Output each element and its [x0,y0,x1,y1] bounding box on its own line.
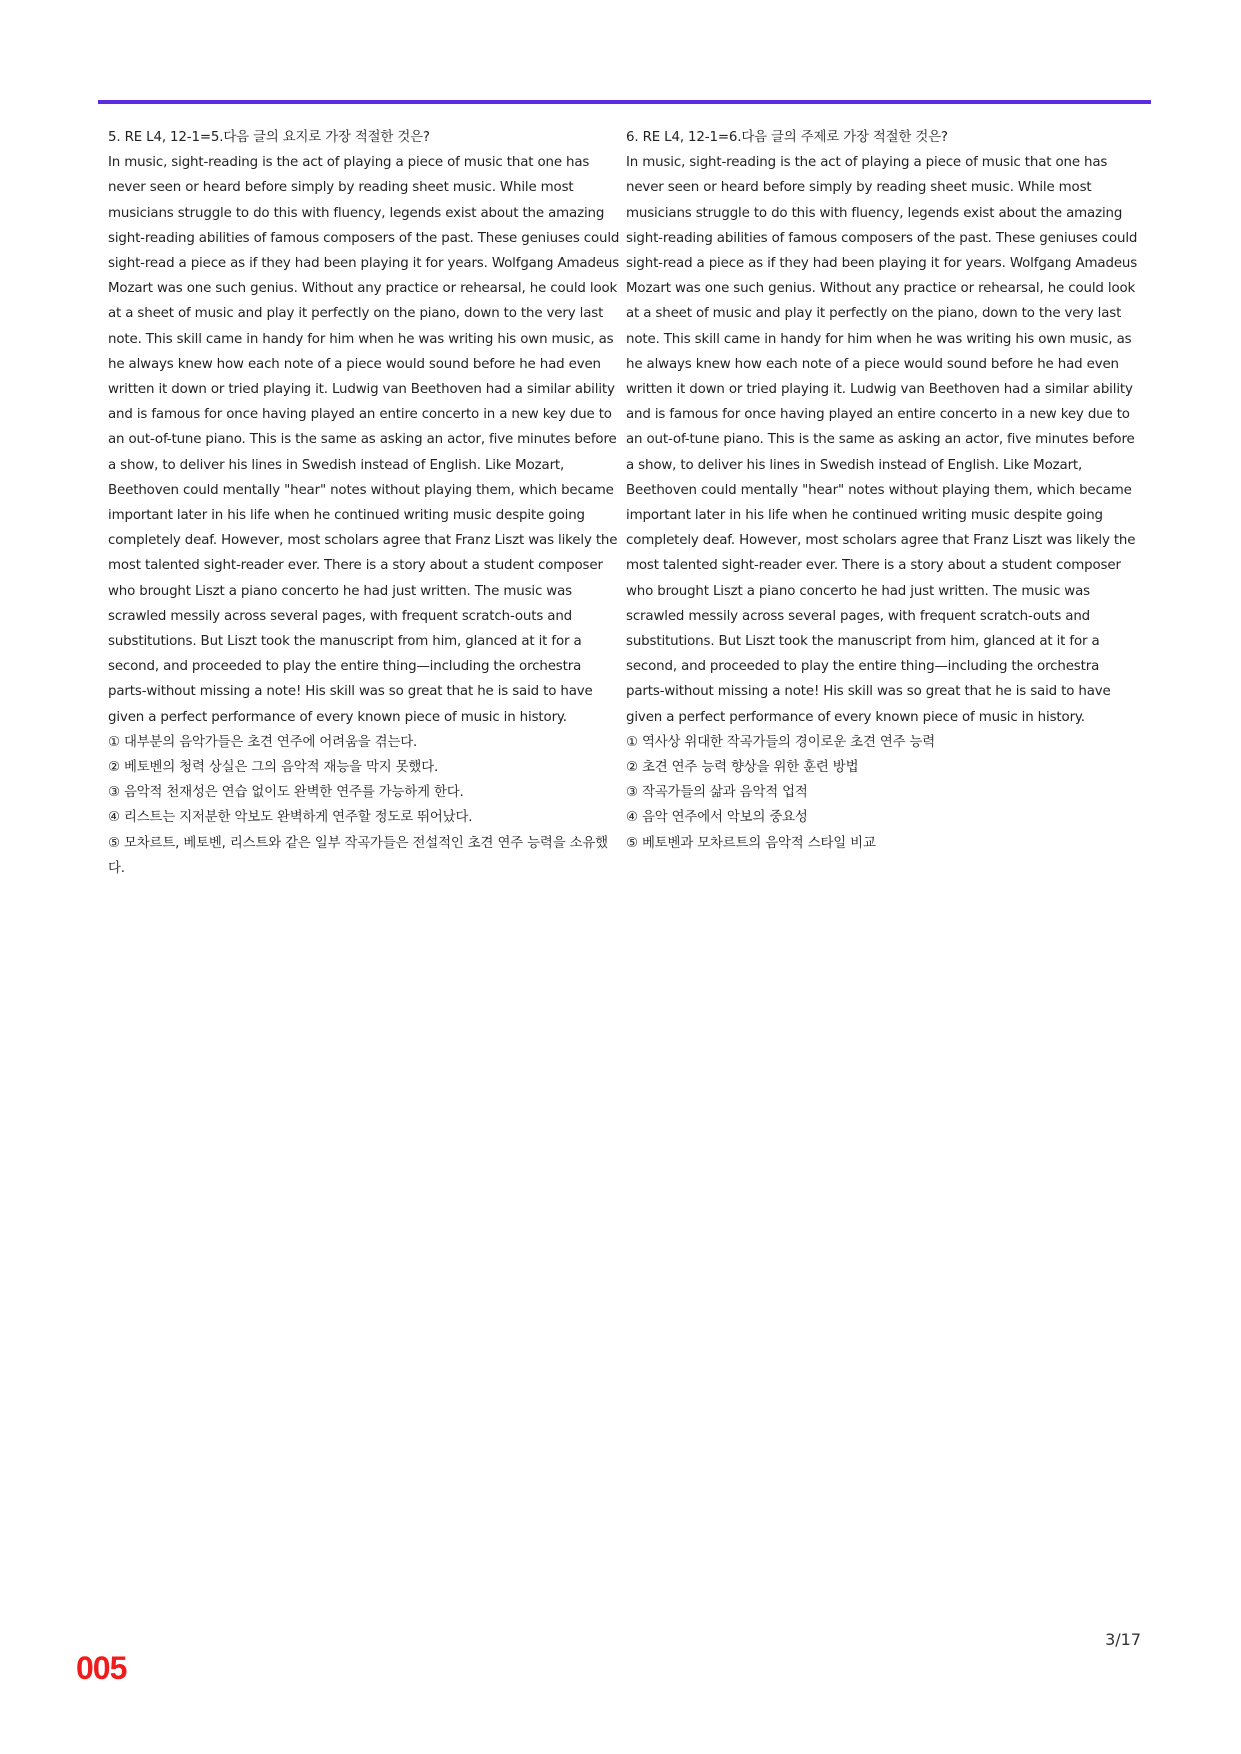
page-number: 3/17 [1105,1630,1141,1649]
question-5 [108,125,623,881]
question-5-options [108,730,623,881]
question-6-option-5[interactable]: ⑤ 베토벤과 모차르트의 음악적 스타일 비교 [626,835,876,851]
question-5-header: 5. RE L4, 12-1=5.다음 글의 요지로 가장 적절한 것은? [108,130,430,145]
question-5-option-2[interactable]: ② 베토벤의 청력 상실은 그의 음악적 재능을 막지 못했다. [108,760,439,776]
question-5-passage: In music, sight-reading is the act of playing a piece of music that one has never seen or heard before simply by reading sheet music. While most musicians struggle to do this with fluency, legends exist about the amazing sight-reading abilities of famous composers of the past. These geniuses could sight-read a piece as if they had been playing it for years. Wolfgang Amadeus Mozart was one such genius. Without any practice or rehearsal, he could look at a sheet of music and play it perfectly on the piano, down to the very last note. This skill came in handy for him when he was writing his own music, as he always knew how each note of a piece would sound before he had even written it down or tried playing it. Ludwig van Beethoven had a similar ability and is famous for once having played an entire concerto in a new key due to an out-of-tune piano. This is the same as asking an actor, five minutes before a show, to deliver his lines in Swedish instead of English. Like Mozart, Beethoven could mentally "hear" notes without playing them, which became important later in his life when he continued writing music despite going completely deaf. However, most scholars agree that Franz Liszt was likely the most talented sight-reader ever. There is a story about a student composer who brought Liszt a piano concerto he had just written. The music was scrawled messily across several pages, with frequent scratch-outs and substitutions. But Liszt took the manuscript from him, glanced at it for a second, and proceeded to play the entire thing—including the orchestra parts-without missing a note! His skill was so great that he is said to have given a perfect performance of every known piece of music in history. [108,155,620,725]
question-5-option-3[interactable]: ③ 음악적 천재성은 연습 없이도 완벽한 연주를 가능하게 한다. [108,785,464,801]
question-5-option-4[interactable]: ④ 리스트는 지저분한 악보도 완벽하게 연주할 정도로 뛰어났다. [108,810,473,826]
question-6-option-2[interactable]: ② 초견 연주 능력 향상을 위한 훈련 방법 [626,760,859,776]
question-6-header: 6. RE L4, 12-1=6.다음 글의 주제로 가장 적절한 것은? [626,130,948,145]
question-6-option-4[interactable]: ④ 음악 연주에서 악보의 중요성 [626,810,808,826]
top-rule [98,100,1151,104]
question-6-option-1[interactable]: ① 역사상 위대한 작곡가들의 경이로운 초견 연주 능력 [626,734,936,750]
question-5-option-5[interactable]: ⑤ 모차르트, 베토벤, 리스트와 같은 일부 작곡가들은 전설적인 초견 연주 능력을 소유했다. [108,835,608,876]
question-5-option-1[interactable]: ① 대부분의 음악가들은 초견 연주에 어려움을 겪는다. [108,734,418,750]
page-code: 005 [76,1650,127,1686]
question-6-option-3[interactable]: ③ 작곡가들의 삶과 음악적 업적 [626,785,808,801]
question-6 [626,125,1141,856]
question-6-passage: In music, sight-reading is the act of playing a piece of music that one has never seen or heard before simply by reading sheet music. While most musicians struggle to do this with fluency, legends exist about the amazing sight-reading abilities of famous composers of the past. These geniuses could sight-read a piece as if they had been playing it for years. Wolfgang Amadeus Mozart was one such genius. Without any practice or rehearsal, he could look at a sheet of music and play it perfectly on the piano, down to the very last note. This skill came in handy for him when he was writing his own music, as he always knew how each note of a piece would sound before he had even written it down or tried playing it. Ludwig van Beethoven had a similar ability and is famous for once having played an entire concerto in a new key due to an out-of-tune piano. This is the same as asking an actor, five minutes before a show, to deliver his lines in Swedish instead of English. Like Mozart, Beethoven could mentally "hear" notes without playing them, which became important later in his life when he continued writing music despite going completely deaf. However, most scholars agree that Franz Liszt was likely the most talented sight-reader ever. There is a story about a student composer who brought Liszt a piano concerto he had just written. The music was scrawled messily across several pages, with frequent scratch-outs and substitutions. But Liszt took the manuscript from him, glanced at it for a second, and proceeded to play the entire thing—including the orchestra parts-without missing a note! His skill was so great that he is said to have given a perfect performance of every known piece of music in history. [626,155,1138,725]
question-6-options [626,730,1141,856]
